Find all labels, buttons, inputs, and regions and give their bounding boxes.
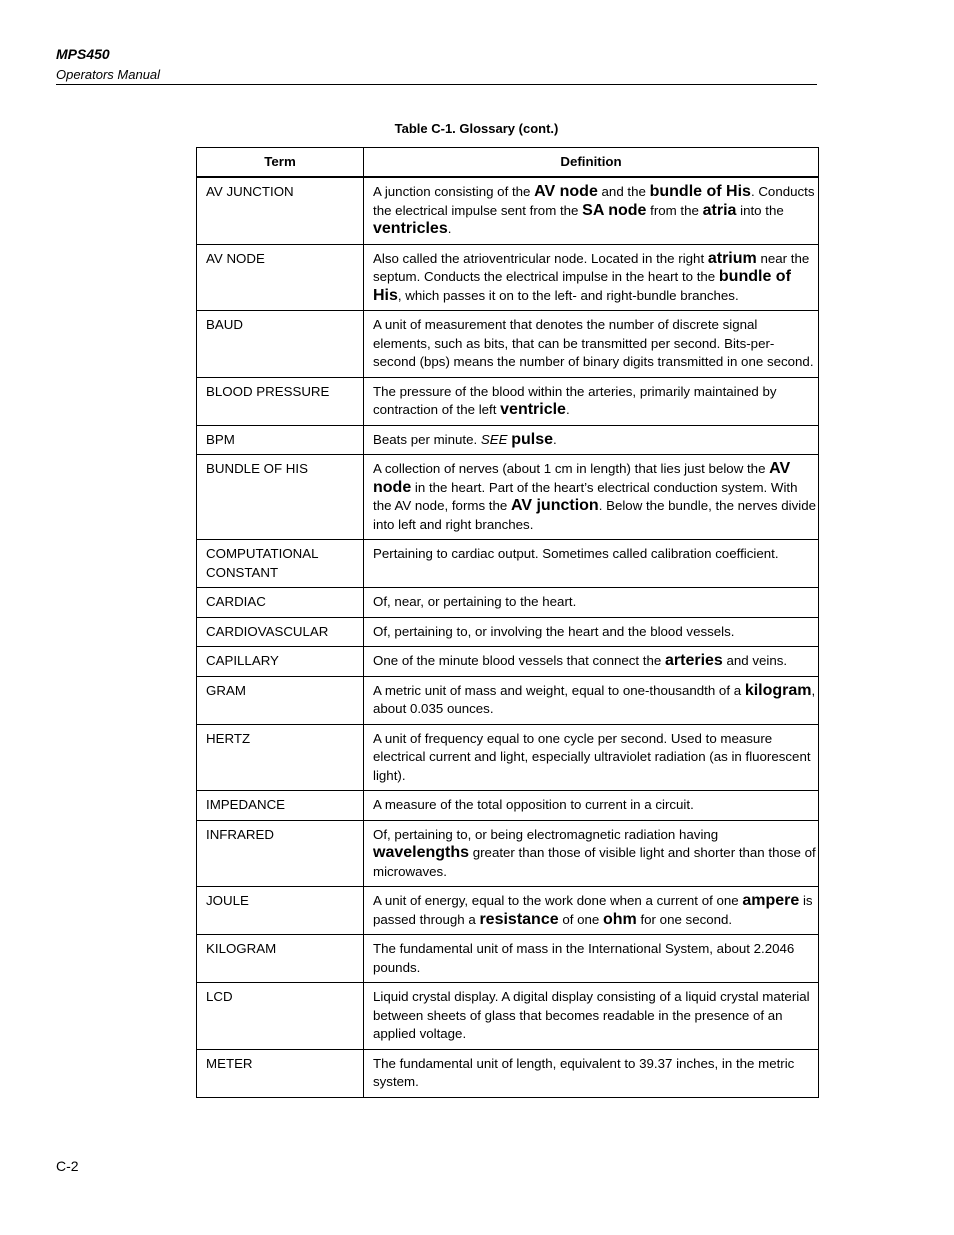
definition-text: A unit of measurement that denotes the number of discrete signal elements, such as bits, that can be transmitted per second. Bits-per-second (bps) means the number of binary digits transmitted in one second.	[373, 317, 814, 369]
definition-text: from the	[646, 202, 703, 218]
glossary-term: CARDIAC	[197, 588, 364, 618]
glossary-definition	[364, 820, 819, 887]
table-row	[197, 820, 819, 887]
glossary-cross-reference: ohm	[602, 910, 637, 928]
glossary-term: AV NODE	[197, 244, 364, 311]
glossary-term: CARDIOVASCULAR	[197, 617, 364, 647]
glossary-term: IMPEDANCE	[197, 791, 364, 821]
definition-text: Liquid crystal display. A digital display consisting of a liquid crystal material between sheets of glass that becomes readable in the presence of an applied voltage.	[373, 989, 810, 1041]
glossary-term: BPM	[197, 425, 364, 455]
glossary-definition	[364, 724, 819, 791]
table-row	[197, 425, 819, 455]
glossary-definition	[364, 244, 819, 311]
document-subtitle: Operators Manual	[56, 67, 161, 82]
table-row	[197, 1049, 819, 1097]
definition-text: is passed through a	[373, 893, 813, 927]
glossary-definition	[364, 935, 819, 983]
table-row	[197, 377, 819, 425]
definition-text: and the	[597, 184, 650, 199]
glossary-cross-reference: kilogram	[744, 681, 812, 699]
definition-text: Also called the atrioventricular node. Located in the right	[373, 250, 708, 266]
glossary-cross-reference: ampere	[742, 892, 800, 909]
definition-text: The pressure of the blood within the arteries, primarily maintained by contraction of the left	[373, 383, 777, 417]
definition-text: .	[565, 402, 570, 417]
header-divider	[56, 84, 817, 85]
table-row	[197, 311, 819, 378]
glossary-term: COMPUTATIONAL CONSTANT	[197, 540, 364, 588]
glossary-definition	[364, 791, 819, 821]
column-header-definition: Definition	[364, 148, 819, 178]
table-row	[197, 647, 819, 677]
glossary-definition	[364, 676, 819, 724]
glossary-term: JOULE	[197, 887, 364, 935]
glossary-term: METER	[197, 1049, 364, 1097]
definition-text: One of the minute blood vessels that connect the	[373, 653, 665, 668]
glossary-definition	[364, 887, 819, 935]
table-caption: Table C-1. Glossary (cont.)	[394, 121, 559, 136]
table-row	[197, 588, 819, 618]
definition-text: A unit of energy, equal to the work done when a current of one	[373, 893, 743, 908]
page-number: C-2	[56, 1158, 79, 1174]
glossary-term: AV JUNCTION	[197, 177, 364, 244]
glossary-definition	[364, 311, 819, 378]
glossary-definition	[364, 377, 819, 425]
definition-text: A collection of nerves (about 1 cm in length) that lies just below the	[373, 461, 770, 476]
definition-text: . Conducts the electrical impulse sent from the	[373, 184, 815, 218]
definition-text: .	[553, 431, 557, 447]
glossary-cross-reference: wavelengths	[373, 844, 470, 861]
glossary-term: BLOOD PRESSURE	[197, 377, 364, 425]
glossary-term: LCD	[197, 983, 364, 1050]
glossary-definition	[364, 540, 819, 588]
glossary-term: INFRARED	[197, 820, 364, 887]
glossary-body	[197, 177, 819, 1097]
definition-text: into the	[736, 202, 784, 218]
definition-text: greater than those of visible light and shorter than those of microwaves.	[373, 845, 816, 879]
definition-text: near the septum. Conducts the electrical impulse in the heart to the	[373, 250, 810, 284]
definition-text: for one second.	[636, 911, 733, 927]
glossary-term: HERTZ	[197, 724, 364, 791]
glossary-cross-reference: AV node	[534, 183, 598, 200]
glossary-cross-reference: bundle of His	[649, 183, 751, 200]
definition-text: A measure of the total opposition to current in a circuit.	[373, 797, 694, 812]
glossary-term: BAUD	[197, 311, 364, 378]
glossary-cross-reference: AV node	[373, 460, 791, 496]
definition-text: The fundamental unit of mass in the International System, about 2.2046 pounds.	[373, 941, 795, 975]
glossary-cross-reference: arteries	[664, 652, 723, 669]
glossary-definition	[364, 617, 819, 647]
glossary-definition	[364, 647, 819, 677]
glossary-cross-reference: resistance	[479, 910, 559, 928]
glossary-cross-reference: AV junction	[510, 497, 599, 514]
definition-text: in the heart. Part of the heart’s electrical conduction system. With the AV node, forms the	[373, 479, 798, 513]
definition-text: and veins.	[722, 653, 788, 668]
definition-text: Of, near, or pertaining to the heart.	[373, 594, 577, 609]
glossary-cross-reference: ventricles	[373, 220, 448, 237]
glossary-definition	[364, 455, 819, 540]
table-header-row	[197, 148, 819, 178]
definition-text: A unit of frequency equal to one cycle per second. Used to measure electrical current and light, especially ultraviolet radiation (as in fluorescent light).	[373, 730, 811, 783]
table-row	[197, 983, 819, 1050]
definition-text: Pertaining to cardiac output. Sometimes called calibration coefficient.	[373, 546, 779, 561]
definition-text: A junction consisting of the	[373, 184, 535, 199]
table-row	[197, 791, 819, 821]
table-row	[197, 676, 819, 724]
definition-text: A metric unit of mass and weight, equal to one-thousandth of a	[373, 682, 745, 698]
definition-text: Beats per minute.	[373, 431, 481, 447]
glossary-term: GRAM	[197, 676, 364, 724]
glossary-term: BUNDLE OF HIS	[197, 455, 364, 540]
see-reference-label: SEE	[480, 431, 508, 447]
table-row	[197, 455, 819, 540]
table-row	[197, 540, 819, 588]
definition-text: .	[447, 221, 452, 236]
table-row	[197, 887, 819, 935]
definition-text: , which passes it on to the left- and right-bundle branches.	[397, 287, 739, 303]
glossary-term: CAPILLARY	[197, 647, 364, 677]
definition-text: . Below the bundle, the nerves divide into left and right branches.	[373, 498, 817, 532]
glossary-table	[196, 147, 819, 1098]
definition-text: The fundamental unit of length, equivalent to 39.37 inches, in the metric system.	[373, 1055, 795, 1089]
table-row	[197, 617, 819, 647]
glossary-definition	[364, 588, 819, 618]
document-title: MPS450	[56, 46, 110, 62]
table-row	[197, 244, 819, 311]
definition-text: Of, pertaining to, or being electromagnetic radiation having	[373, 826, 719, 842]
table-row	[197, 724, 819, 791]
glossary-cross-reference: atrium	[707, 249, 757, 267]
glossary-definition	[364, 983, 819, 1050]
definition-text: , about 0.035 ounces.	[373, 682, 816, 716]
glossary-cross-reference: atria	[702, 201, 737, 219]
glossary-cross-reference: SA node	[582, 201, 647, 219]
glossary-cross-reference: bundle of His	[373, 268, 791, 304]
column-header-term: Term	[197, 148, 364, 178]
definition-text: Of, pertaining to, or involving the heart and the blood vessels.	[373, 623, 735, 639]
glossary-cross-reference: pulse	[511, 430, 554, 448]
table-row	[197, 935, 819, 983]
glossary-definition	[364, 1049, 819, 1097]
glossary-term: KILOGRAM	[197, 935, 364, 983]
glossary-definition	[364, 177, 819, 244]
table-row	[197, 177, 819, 244]
glossary-cross-reference: ventricle	[500, 401, 566, 418]
definition-text: of one	[558, 911, 603, 927]
glossary-definition	[364, 425, 819, 455]
